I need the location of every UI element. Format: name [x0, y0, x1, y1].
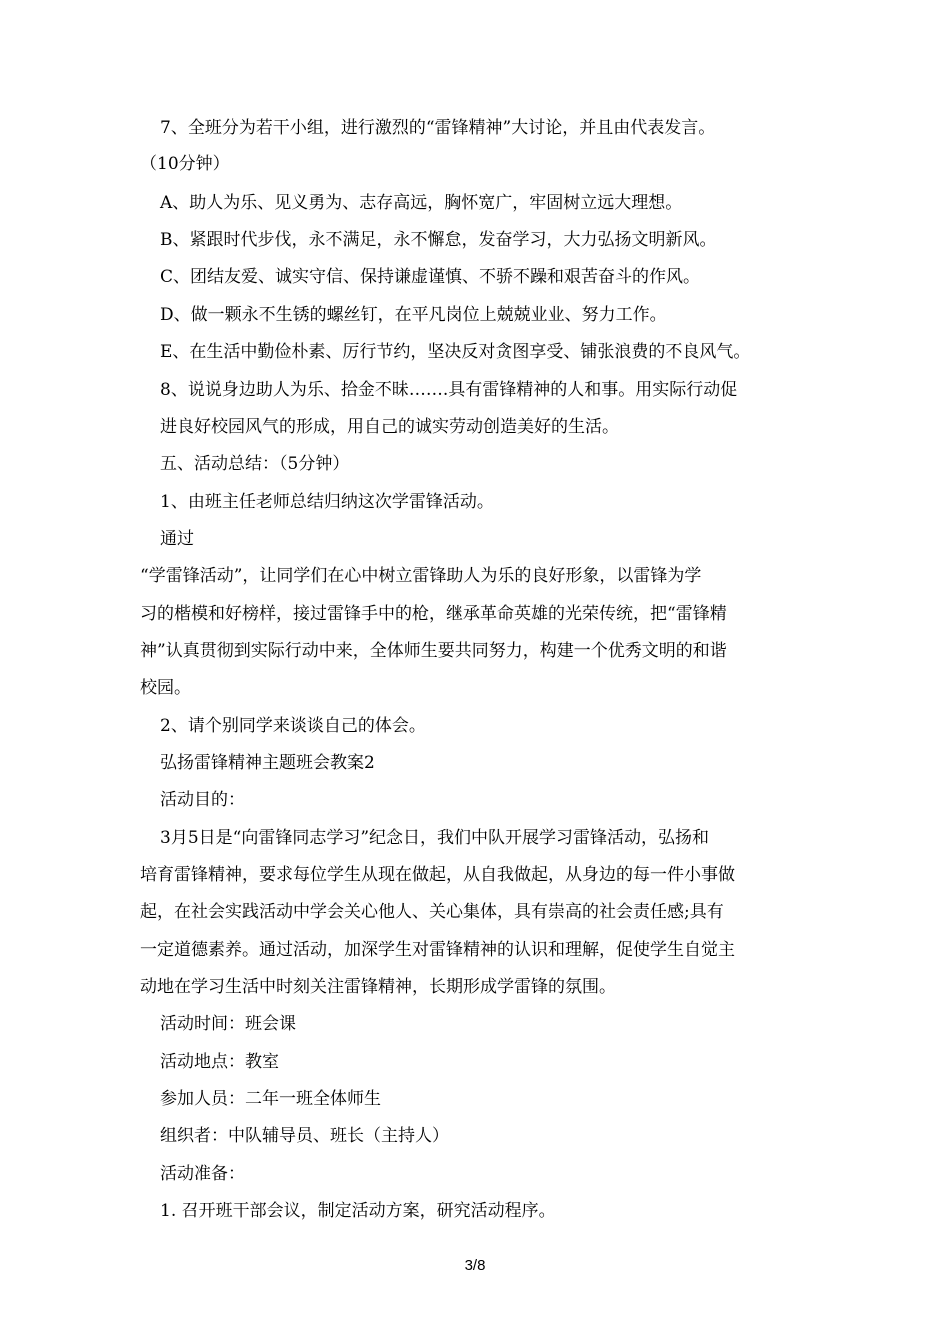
text-line: C、团结友爱、诚实守信、保持谦虚谨慎、不骄不躁和艰苦奋斗的作风。	[160, 267, 701, 287]
text-line: 2、请个别同学来谈谈自己的体会。	[160, 716, 426, 736]
section-heading: 活动目的：	[160, 790, 245, 810]
text-line: 动地在学习生活中时刻关注雷锋精神，长期形成学雷锋的氛围。	[140, 977, 616, 997]
text-line: 组织者：中队辅导员、班长（主持人）	[160, 1126, 449, 1146]
text-line: 1. 召开班干部会议，制定活动方案，研究活动程序。	[160, 1201, 556, 1221]
text-line: 进良好校园风气的形成，用自己的诚实劳动创造美好的生活。	[160, 417, 619, 437]
text-line: 一定道德素养。通过活动，加深学生对雷锋精神的认识和理解，促使学生自觉主	[140, 940, 735, 960]
text-line: E、在生活中勤俭朴素、厉行节约，坚决反对贪图享受、铺张浪费的不良风气。	[160, 342, 751, 362]
text-line: 校园。	[140, 678, 191, 698]
text-line: 参加人员：二年一班全体师生	[160, 1089, 381, 1109]
text-line: 神”认真贯彻到实际行动中来，全体师生要共同努力，构建一个优秀文明的和谐	[140, 641, 727, 661]
text-line: A、助人为乐、见义勇为、志存高远，胸怀宽广，牢固树立远大理想。	[160, 193, 683, 213]
section-heading: 五、活动总结：（5分钟）	[160, 454, 350, 474]
text-line: 3月5日是“向雷锋同志学习”纪念日，我们中队开展学习雷锋活动，弘扬和	[160, 828, 710, 848]
text-line: 1、由班主任老师总结归纳这次学雷锋活动。	[160, 492, 494, 512]
text-line: “学雷锋活动”，让同学们在心中树立雷锋助人为乐的良好形象，以雷锋为学	[140, 566, 702, 586]
section-heading: 活动准备：	[160, 1164, 245, 1184]
text-line: 活动地点：教室	[160, 1052, 279, 1072]
text-line: 起，在社会实践活动中学会关心他人、关心集体，具有崇高的社会责任感;具有	[140, 902, 724, 922]
text-line: D、做一颗永不生锈的螺丝钉，在平凡岗位上兢兢业业、努力工作。	[160, 305, 667, 325]
text-line: 通过	[160, 529, 194, 549]
text-line: 习的楷模和好榜样，接过雷锋手中的枪，继承革命英雄的光荣传统，把“雷锋精	[140, 604, 727, 624]
document-subtitle: 弘扬雷锋精神主题班会教案2	[160, 753, 375, 773]
page-number: 3/8	[464, 1257, 486, 1274]
text-line: B、紧跟时代步伐，永不满足，永不懈怠，发奋学习，大力弘扬文明新风。	[160, 230, 717, 250]
text-line: 活动时间：班会课	[160, 1014, 296, 1034]
text-line: 7、全班分为若干小组，进行激烈的“雷锋精神”大讨论，并且由代表发言。	[160, 118, 716, 138]
text-line: （10分钟）	[140, 154, 230, 174]
text-line: 8、说说身边助人为乐、拾金不昧…….具有雷锋精神的人和事。用实际行动促	[160, 380, 738, 400]
text-line: 培育雷锋精神，要求每位学生从现在做起，从自我做起，从身边的每一件小事做	[140, 865, 735, 885]
